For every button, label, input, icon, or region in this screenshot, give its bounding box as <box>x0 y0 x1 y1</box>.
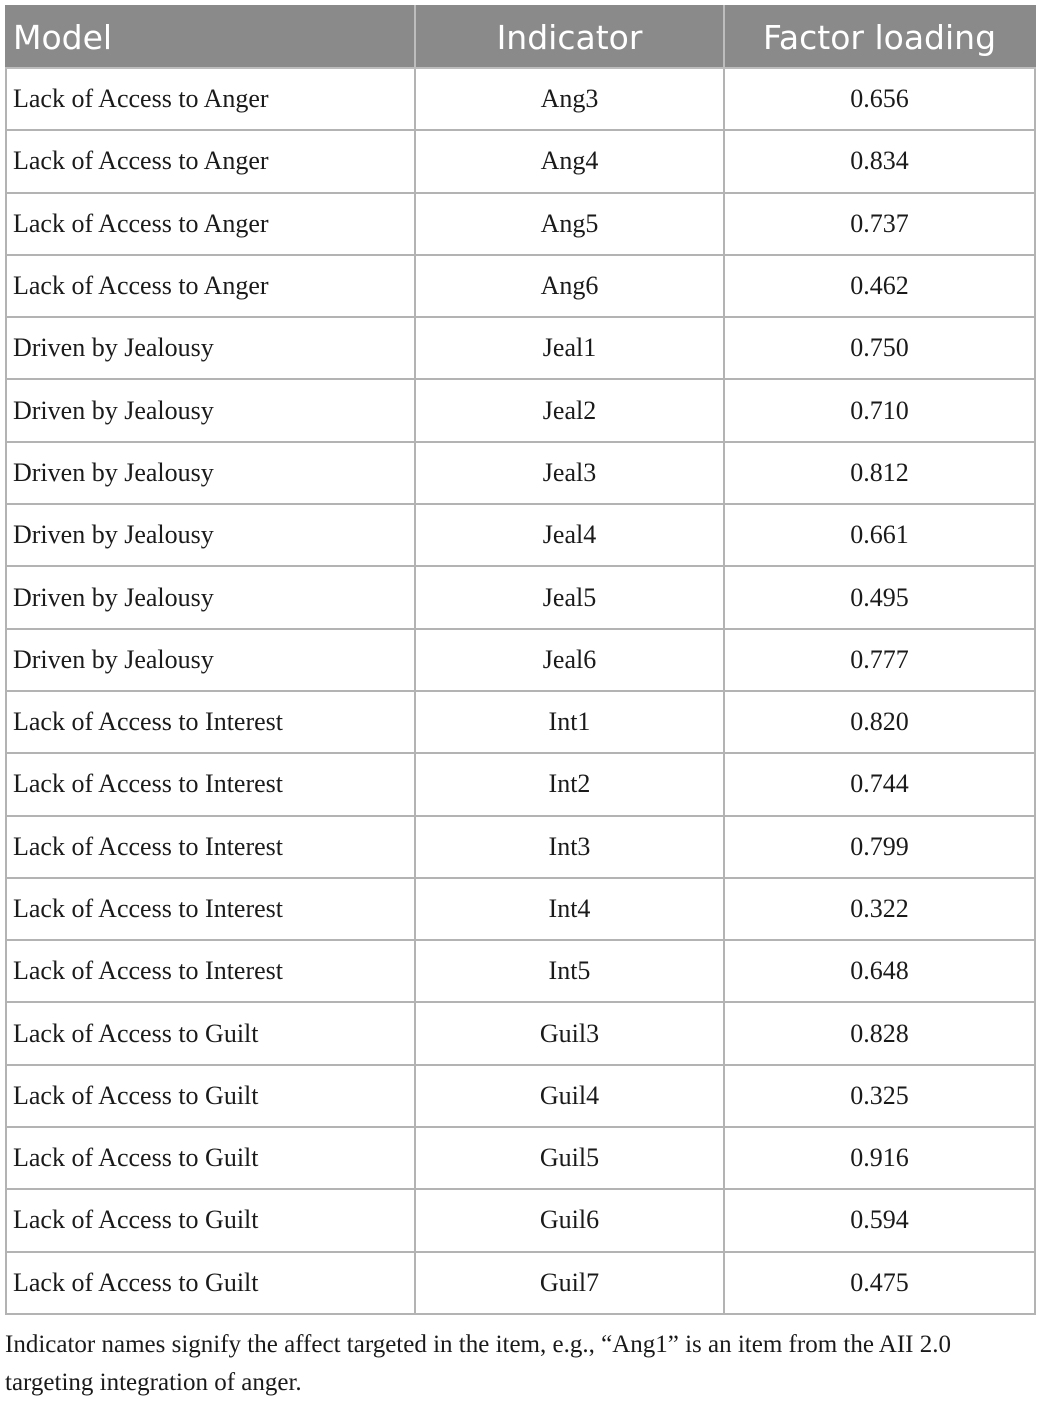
table-row <box>6 878 1035 940</box>
cell-factor-loading: 0.777 <box>724 629 1035 691</box>
cell-indicator: Int2 <box>415 753 724 815</box>
cell-model: Lack of Access to Interest <box>6 753 415 815</box>
cell-factor-loading: 0.661 <box>724 504 1035 566</box>
cell-factor-loading: 0.322 <box>724 878 1035 940</box>
cell-indicator: Jeal2 <box>415 379 724 441</box>
table-row <box>6 379 1035 441</box>
header-factor-loading: Factor loading <box>724 6 1035 68</box>
cell-indicator: Jeal4 <box>415 504 724 566</box>
cell-indicator: Int1 <box>415 691 724 753</box>
table-row <box>6 691 1035 753</box>
cell-indicator: Ang3 <box>415 68 724 130</box>
header-indicator: Indicator <box>415 6 724 68</box>
table-row <box>6 753 1035 815</box>
cell-factor-loading: 0.648 <box>724 940 1035 1002</box>
cell-model: Lack of Access to Guilt <box>6 1127 415 1189</box>
table-row <box>6 442 1035 504</box>
cell-model: Lack of Access to Guilt <box>6 1189 415 1251</box>
table-row <box>6 255 1035 317</box>
cell-model: Lack of Access to Guilt <box>6 1065 415 1127</box>
cell-factor-loading: 0.656 <box>724 68 1035 130</box>
cell-model: Lack of Access to Interest <box>6 691 415 753</box>
cell-factor-loading: 0.812 <box>724 442 1035 504</box>
cell-indicator: Int3 <box>415 816 724 878</box>
cell-indicator: Int5 <box>415 940 724 1002</box>
cell-indicator: Guil4 <box>415 1065 724 1127</box>
cell-factor-loading: 0.799 <box>724 816 1035 878</box>
cell-factor-loading: 0.828 <box>724 1002 1035 1064</box>
cell-factor-loading: 0.916 <box>724 1127 1035 1189</box>
cell-indicator: Guil3 <box>415 1002 724 1064</box>
cell-indicator: Guil5 <box>415 1127 724 1189</box>
table-row <box>6 940 1035 1002</box>
table-row <box>6 317 1035 379</box>
header-model: Model <box>6 6 415 68</box>
table-header <box>6 6 1035 68</box>
cell-model: Lack of Access to Interest <box>6 816 415 878</box>
table-row <box>6 1127 1035 1189</box>
table-row <box>6 1189 1035 1251</box>
cell-indicator: Guil6 <box>415 1189 724 1251</box>
table-row <box>6 1065 1035 1127</box>
table-row <box>6 1252 1035 1314</box>
cell-model: Lack of Access to Guilt <box>6 1252 415 1314</box>
table-row <box>6 130 1035 192</box>
cell-indicator: Guil7 <box>415 1252 724 1314</box>
cell-factor-loading: 0.710 <box>724 379 1035 441</box>
cell-model: Lack of Access to Anger <box>6 255 415 317</box>
cell-model: Driven by Jealousy <box>6 566 415 628</box>
table-row <box>6 1002 1035 1064</box>
cell-factor-loading: 0.475 <box>724 1252 1035 1314</box>
table-row <box>6 816 1035 878</box>
cell-factor-loading: 0.750 <box>724 317 1035 379</box>
table-row <box>6 193 1035 255</box>
header-row <box>6 6 1035 68</box>
cell-indicator: Int4 <box>415 878 724 940</box>
table-row <box>6 504 1035 566</box>
factor-loading-table-container <box>5 5 1034 1315</box>
cell-model: Driven by Jealousy <box>6 504 415 566</box>
cell-factor-loading: 0.834 <box>724 130 1035 192</box>
table-row <box>6 629 1035 691</box>
cell-factor-loading: 0.744 <box>724 753 1035 815</box>
cell-indicator: Jeal6 <box>415 629 724 691</box>
cell-model: Driven by Jealousy <box>6 379 415 441</box>
cell-model: Driven by Jealousy <box>6 629 415 691</box>
factor-loading-table <box>5 5 1036 1315</box>
cell-factor-loading: 0.462 <box>724 255 1035 317</box>
cell-model: Lack of Access to Interest <box>6 878 415 940</box>
cell-indicator: Ang5 <box>415 193 724 255</box>
cell-indicator: Ang6 <box>415 255 724 317</box>
table-row <box>6 68 1035 130</box>
cell-model: Lack of Access to Anger <box>6 68 415 130</box>
cell-factor-loading: 0.820 <box>724 691 1035 753</box>
cell-indicator: Jeal3 <box>415 442 724 504</box>
cell-model: Lack of Access to Interest <box>6 940 415 1002</box>
table-footnote: Indicator names signify the affect targeted in the item, e.g., “Ang1” is an item from the AII 2.0 targeting integration of anger. <box>5 1331 952 1396</box>
cell-indicator: Ang4 <box>415 130 724 192</box>
cell-factor-loading: 0.325 <box>724 1065 1035 1127</box>
cell-model: Lack of Access to Anger <box>6 193 415 255</box>
cell-model: Driven by Jealousy <box>6 442 415 504</box>
cell-factor-loading: 0.594 <box>724 1189 1035 1251</box>
cell-factor-loading: 0.495 <box>724 566 1035 628</box>
cell-factor-loading: 0.737 <box>724 193 1035 255</box>
cell-model: Driven by Jealousy <box>6 317 415 379</box>
table-body <box>6 68 1035 1314</box>
cell-model: Lack of Access to Guilt <box>6 1002 415 1064</box>
cell-indicator: Jeal5 <box>415 566 724 628</box>
cell-model: Lack of Access to Anger <box>6 130 415 192</box>
table-row <box>6 566 1035 628</box>
cell-indicator: Jeal1 <box>415 317 724 379</box>
